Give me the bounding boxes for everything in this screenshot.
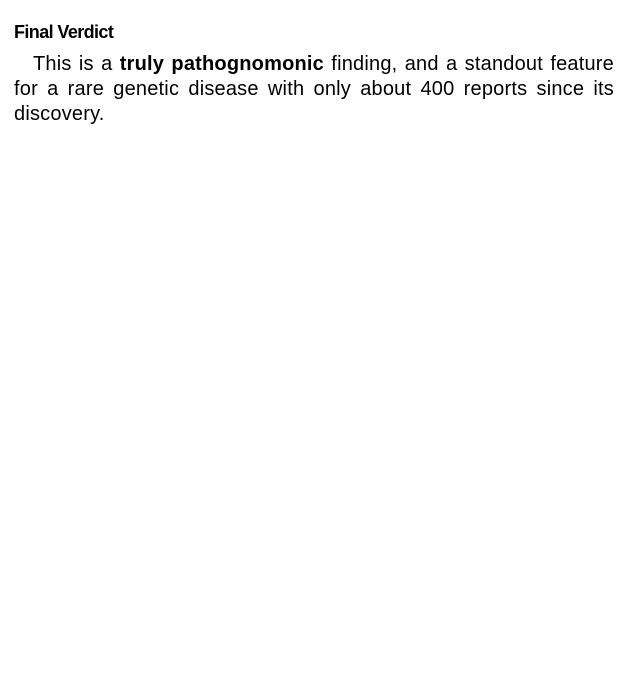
paragraph-text-before: This is a — [33, 53, 120, 75]
paragraph-emphasis: truly pathognomonic — [119, 53, 324, 75]
document-body — [14, 20, 614, 127]
section-heading: Final Verdict — [14, 22, 114, 42]
paragraph-text-after: finding, and a standout feature for a rare genetic disease with only about 400 reports since its discovery. — [14, 53, 614, 125]
verdict-paragraph — [14, 52, 614, 127]
